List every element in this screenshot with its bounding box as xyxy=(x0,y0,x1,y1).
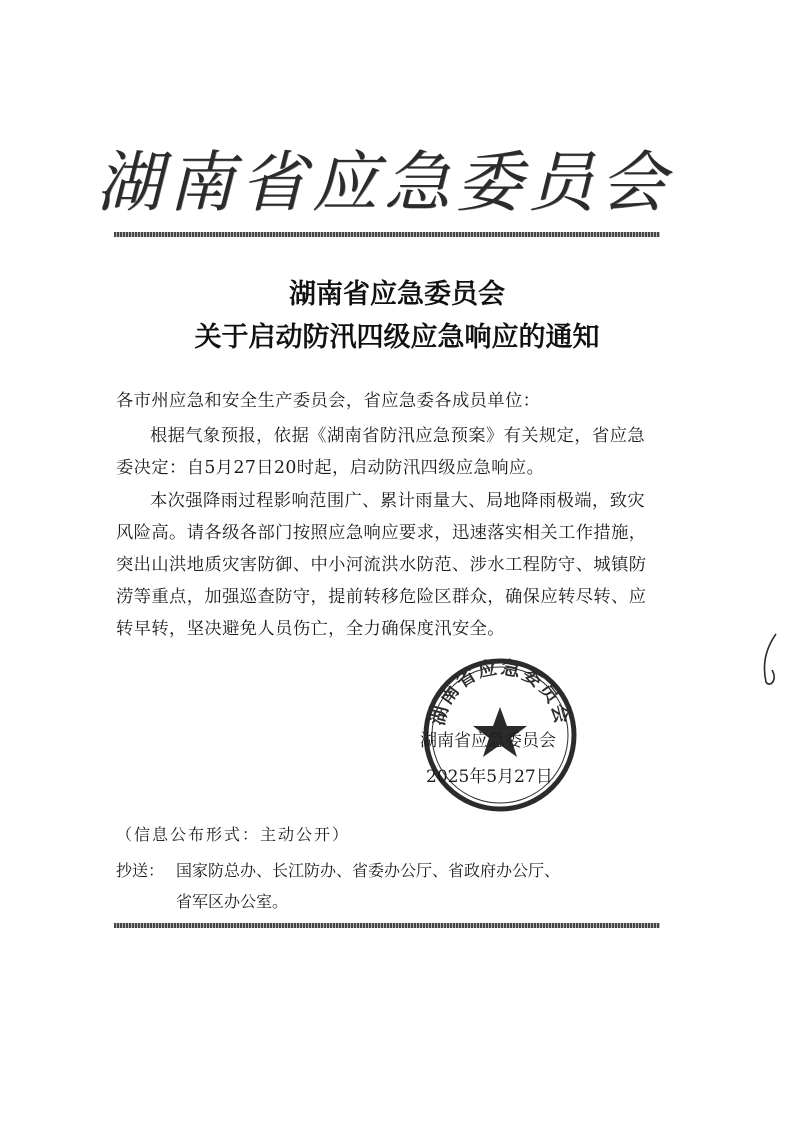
paragraph-1: 根据气象预报，依据《湖南省防汛应急预案》有关规定，省应急委决定：自5月27日20时起，启动防汛四级应急响应。 xyxy=(116,426,646,478)
footer-rule xyxy=(114,923,660,928)
masthead-rule xyxy=(114,232,660,237)
signature-date: 2025年5月27日 xyxy=(426,767,553,787)
masthead: 湖南省应急委员会 xyxy=(96,144,672,221)
cc-recipients-line2: 省军区办公室。 xyxy=(176,892,289,911)
cc-recipients-line1: 国家防总办、长江防办、省委办公厅、省政府办公厅、 xyxy=(176,861,561,880)
cc-label: 抄送： xyxy=(116,861,165,880)
signature-issuer: 湖南省应急委员会 xyxy=(420,731,556,751)
paragraph-2: 本次强降雨过程影响范围广、累计雨量大、局地降雨极端，致灾风险高。请各级各部门按照应急响应要求，迅速落实相关工作措施，突出山洪地质灾害防御、中小河流洪水防范、涉水工程防守、城镇防涝等重点，加强巡查防守，提前转移危险区群众，确保应转尽转、应转早转，坚决避免人员伤亡，全力确保度汛安全。 xyxy=(116,491,647,639)
disclosure-note: （信息公布形式：主动公开） xyxy=(116,825,351,844)
document-title-line2: 关于启动防汛四级应急响应的通知 xyxy=(194,322,600,353)
seal-ring-text: 湖南省应急委员会 xyxy=(426,656,574,728)
handwritten-mark-icon xyxy=(758,630,784,690)
document-title-line1: 湖南省应急委员会 xyxy=(289,279,505,310)
salutation: 各市州应急和安全生产委员会，省应急委各成员单位： xyxy=(116,391,541,411)
